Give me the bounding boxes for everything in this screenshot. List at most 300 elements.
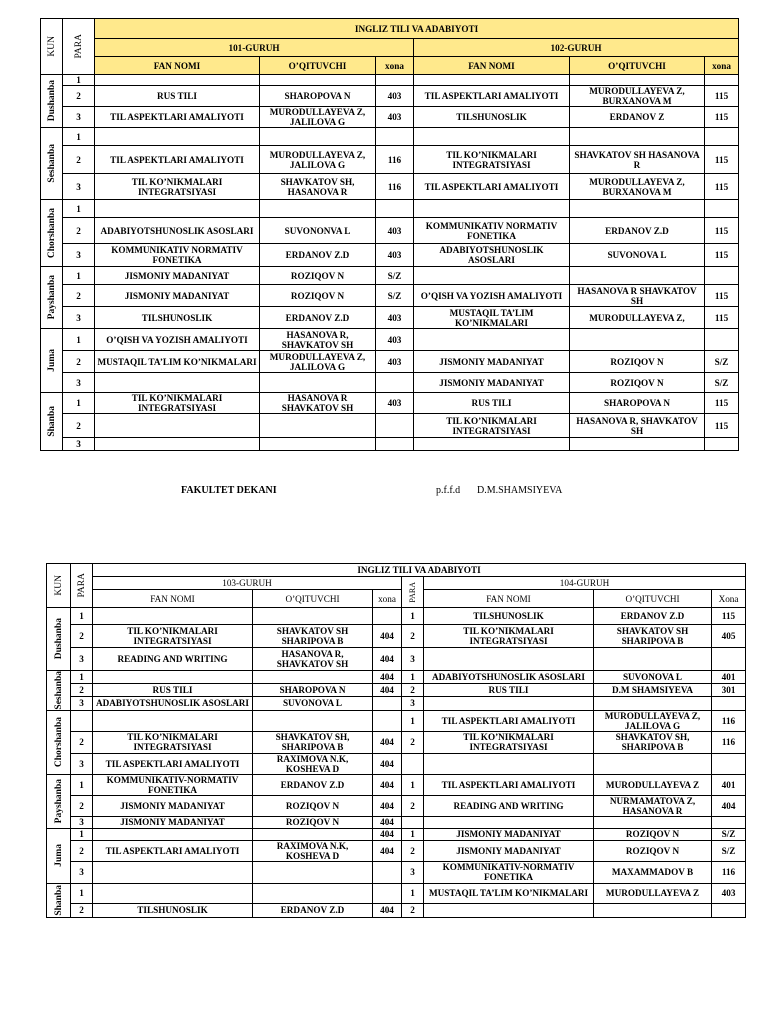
room-cell [373,861,402,883]
day-name: Chorshanba [46,207,57,259]
subject-cell: RUS TILI [95,86,260,107]
subject-cell: TIL ASPEKTLARI AMALIYOTI [93,840,253,861]
room-cell: 403 [376,107,414,128]
subject-cell [95,200,260,218]
schedule-row [41,438,739,451]
subject-cell: TIL ASPEKTLARI AMALIYOTI [424,774,594,795]
para-number: 2 [402,625,424,648]
teacher-cell: SHAVKATOV SH SHARIPOVA B [253,625,373,648]
schedule-row [41,107,739,128]
subject-cell [424,816,594,828]
subject-cell: TIL KO’NIKMALARI INTEGRATSIYASI [95,393,260,414]
teacher-cell: ROZIQOV N [260,267,376,285]
teacher-cell: ERDANOV Z.D [260,244,376,267]
subject-cell [93,861,253,883]
teacher-cell: HASANOVA R, SHAVKATOV SH [570,414,705,438]
subject-cell: TIL ASPEKTLARI AMALIYOTI [95,146,260,174]
room-cell: 404 [373,648,402,671]
para-number: 1 [402,883,424,903]
subject-cell [95,75,260,86]
teacher-cell: ERDANOV Z.D [253,903,373,917]
room-cell: 404 [373,774,402,795]
room-cell: 115 [712,608,746,625]
room-cell: 301 [712,684,746,697]
teacher-cell [260,438,376,451]
subject-cell: RUS TILI [93,684,253,697]
para-number: 1 [63,75,95,86]
subject-cell: MUSTAQIL TA’LIM KO’NIKMALARI [95,351,260,373]
room-cell [376,200,414,218]
room-cell: 403 [376,351,414,373]
room-cell: 401 [712,671,746,684]
schedule-row [47,828,746,840]
para-number: 1 [63,128,95,146]
col-room: Xona [712,590,746,608]
room-cell: 404 [373,828,402,840]
subject-cell: O’QISH VA YOZISH AMALIYOTI [95,329,260,351]
para-header-b: PARA [402,577,424,608]
schedule-row [41,128,739,146]
para-number: 3 [402,648,424,671]
schedule-row [41,307,739,329]
schedule-row [47,625,746,648]
para-number [402,816,424,828]
room-cell: 403 [376,307,414,329]
subject-cell: O’QISH VA YOZISH AMALIYOTI [414,285,570,307]
teacher-cell [594,753,712,774]
day-name: Seshanba [46,144,57,183]
room-cell: 115 [705,174,739,200]
subject-cell: JISMONIY MADANIYAT [414,351,570,373]
schedule-row [41,267,739,285]
para-number: 1 [63,329,95,351]
room-cell: 115 [705,218,739,244]
room-cell [376,128,414,146]
day-label [47,828,71,883]
day-name: Shanba [46,406,57,437]
col-room: xona [373,590,402,608]
teacher-cell: HASANOVA R SHAVKATOV SH [570,285,705,307]
schedule-table-103-104 [46,563,746,918]
room-cell [705,267,739,285]
teacher-cell [260,75,376,86]
teacher-cell: ERDANOV Z.D [253,774,373,795]
teacher-cell: SUVONOVA L [570,244,705,267]
schedule-row [47,731,746,753]
para-number: 1 [63,393,95,414]
para-number: 2 [402,795,424,816]
schedule-row [41,146,739,174]
para-number: 2 [63,285,95,307]
teacher-cell: SHAVKATOV SH SHARIPOVA B [594,625,712,648]
group-101-header: 101-GURUH [95,39,414,57]
room-cell: 115 [705,393,739,414]
room-cell [376,373,414,393]
col-fan-nomi: FAN NOMI [93,590,253,608]
teacher-cell [570,200,705,218]
schedule-row [47,861,746,883]
subject-cell [424,648,594,671]
para-number [402,753,424,774]
teacher-cell [253,710,373,731]
col-teacher: O’QITUVCHI [253,590,373,608]
room-cell: 115 [705,307,739,329]
room-cell: S/Z [376,285,414,307]
col-fan-nomi: FAN NOMI [424,590,594,608]
para-number: 1 [402,671,424,684]
col-fan-nomi: FAN NOMI [95,57,260,75]
subject-cell [93,883,253,903]
para-number: 2 [402,840,424,861]
group-103-header: 103-GURUH [93,577,402,590]
para-number: 3 [63,373,95,393]
day-label [41,128,63,200]
subject-cell: TILSHUNOSLIK [95,307,260,329]
room-cell: 116 [712,731,746,753]
schedule-row [41,218,739,244]
subject-cell: TIL ASPEKTLARI AMALIYOTI [93,753,253,774]
room-cell: 115 [705,86,739,107]
room-cell: S/Z [705,373,739,393]
para-header: PARA [71,564,93,608]
room-cell: 403 [376,218,414,244]
para-number: 2 [63,218,95,244]
subject-cell [414,267,570,285]
para-number: 3 [71,816,93,828]
day-name: Dushanba [46,80,57,122]
schedule-row [47,795,746,816]
day-name: Shanba [53,884,64,916]
teacher-cell: ROZIQOV N [594,840,712,861]
teacher-cell: SHAROPOVA N [570,393,705,414]
schedule-row [41,75,739,86]
room-cell [705,329,739,351]
subject-cell: KOMMUNIKATIV-NORMATIV FONETIKA [93,774,253,795]
para-number: 3 [63,107,95,128]
subject-cell [424,903,594,917]
teacher-cell [253,883,373,903]
room-cell: 404 [373,625,402,648]
schedule-row [47,903,746,917]
teacher-cell [570,75,705,86]
subject-cell: MUSTAQIL TA’LIM KO’NIKMALARI [424,883,594,903]
teacher-cell: ROZIQOV N [570,373,705,393]
room-cell: 116 [376,146,414,174]
subject-cell [93,671,253,684]
subject-cell: TIL KO’NIKMALARI INTEGRATSIYASI [424,731,594,753]
para-number [71,710,93,731]
para-number: 3 [63,438,95,451]
subject-cell: JISMONIY MADANIYAT [95,267,260,285]
subject-cell [93,608,253,625]
para-number: 3 [402,861,424,883]
schedule-row [47,710,746,731]
subject-cell [414,438,570,451]
teacher-cell: SHAVKATOV SH HASANOVA R [570,146,705,174]
para-number: 2 [63,414,95,438]
teacher-cell [260,414,376,438]
day-name: Dushanba [53,618,64,660]
subject-cell: TILSHUNOSLIK [424,608,594,625]
subject-cell: ADABIYOTSHUNOSLIK ASOSLARI [93,697,253,710]
room-cell [373,608,402,625]
day-name: Seshanba [53,671,64,710]
dean-name: D.M.SHAMSIYEVA [477,485,563,496]
teacher-cell [594,816,712,828]
room-cell [712,903,746,917]
room-cell: 403 [712,883,746,903]
schedule-row [41,351,739,373]
subject-cell: TIL ASPEKTLARI AMALIYOTI [95,107,260,128]
group-104-header: 104-GURUH [424,577,746,590]
teacher-cell [570,329,705,351]
teacher-cell: ERDANOV Z.D [260,307,376,329]
subject-cell [414,200,570,218]
teacher-cell: MURODULLAYEVA Z [594,883,712,903]
teacher-cell: SUVONOVA L [594,671,712,684]
subject-cell: ADABIYOTSHUNOSLIK ASOSLARI [414,244,570,267]
teacher-cell [260,200,376,218]
subject-cell: TIL KO’NIKMALARI INTEGRATSIYASI [424,625,594,648]
subject-cell: KOMMUNIKATIV NORMATIV FONETIKA [414,218,570,244]
schedule-row [47,883,746,903]
subject-cell: READING AND WRITING [424,795,594,816]
teacher-cell: HASANOVA R, SHAVKATOV SH [253,648,373,671]
day-label [41,329,63,393]
para-number: 3 [71,648,93,671]
room-cell [705,438,739,451]
subject-cell [95,128,260,146]
para-number: 3 [71,753,93,774]
para-number: 2 [71,903,93,917]
room-cell: 403 [376,244,414,267]
dean-label: FAKULTET DEKANI [181,485,277,496]
room-cell [712,697,746,710]
teacher-cell: ROZIQOV N [260,285,376,307]
teacher-cell: SUVONOVA L [253,697,373,710]
subject-cell: JISMONIY MADANIYAT [424,840,594,861]
teacher-cell: ERDANOV Z.D [570,218,705,244]
room-cell [373,697,402,710]
room-cell: 404 [373,753,402,774]
schedule-row [41,200,739,218]
col-fan-nomi: FAN NOMI [414,57,570,75]
teacher-cell: HASANOVA R, SHAVKATOV SH [260,329,376,351]
schedule-row [47,840,746,861]
schedule-row [47,753,746,774]
room-cell: 115 [705,244,739,267]
room-cell [705,128,739,146]
room-cell: 404 [373,684,402,697]
para-number: 1 [63,200,95,218]
para-number: 3 [63,244,95,267]
schedule-table-101-102 [40,18,739,451]
subject-cell: ADABIYOTSHUNOSLIK ASOSLARI [95,218,260,244]
teacher-cell: ERDANOV Z [570,107,705,128]
schedule-row [47,816,746,828]
teacher-cell: ROZIQOV N [253,795,373,816]
teacher-cell [253,828,373,840]
schedule-row [47,684,746,697]
schedule-row [41,285,739,307]
subject-cell: READING AND WRITING [93,648,253,671]
para-number: 3 [63,174,95,200]
col-room: xona [376,57,414,75]
room-cell: 116 [712,861,746,883]
day-label [47,774,71,828]
schedule-row [41,86,739,107]
subject-cell [414,128,570,146]
para-number: 1 [63,267,95,285]
para-number: 3 [402,697,424,710]
room-cell: 116 [712,710,746,731]
subject-cell: TIL ASPEKTLARI AMALIYOTI [414,174,570,200]
teacher-cell: RAXIMOVA N.K, KOSHEVA D [253,840,373,861]
para-number: 1 [71,828,93,840]
teacher-cell [594,697,712,710]
subject-cell: TILSHUNOSLIK [93,903,253,917]
day-name: Juma [53,844,64,867]
teacher-cell: D.M SHAMSIYEVA [594,684,712,697]
group-102-header: 102-GURUH [414,39,739,57]
subject-cell [95,438,260,451]
teacher-cell: ERDANOV Z.D [594,608,712,625]
para-number: 2 [402,731,424,753]
teacher-cell: HASANOVA R SHAVKATOV SH [260,393,376,414]
schedule-row [47,774,746,795]
teacher-cell: MURODULLAYEVA Z, JALILOVA G [260,351,376,373]
room-cell [373,883,402,903]
room-cell: 404 [712,795,746,816]
teacher-cell: SHAROPOVA N [260,86,376,107]
para-number: 2 [402,684,424,697]
subject-cell: TIL ASPEKTLARI AMALIYOTI [414,86,570,107]
teacher-cell: SHAVKATOV SH, SHARIPOVA B [253,731,373,753]
schedule-row [41,174,739,200]
room-cell: 404 [373,731,402,753]
schedule-row [41,414,739,438]
teacher-cell [594,648,712,671]
room-cell: S/Z [705,351,739,373]
subject-cell: TILSHUNOSLIK [414,107,570,128]
para-number: 2 [402,903,424,917]
teacher-cell: MAXAMMADOV B [594,861,712,883]
schedule-row [41,393,739,414]
teacher-cell: MURODULLAYEVA Z, JALILOVA G [594,710,712,731]
day-label [47,710,71,774]
teacher-cell [253,861,373,883]
room-cell: 115 [705,107,739,128]
para-number: 1 [402,710,424,731]
col-teacher: O’QITUVCHI [570,57,705,75]
teacher-cell: SHAVKATOV SH, HASANOVA R [260,174,376,200]
faculty-title: INGLIZ TILI VA ADABIYOTI [93,564,746,577]
para-number: 2 [71,731,93,753]
day-name: Chorshanba [53,716,64,768]
subject-cell: JISMONIY MADANIYAT [93,816,253,828]
para-number: 1 [71,883,93,903]
subject-cell [95,373,260,393]
room-cell: S/Z [712,828,746,840]
schedule-row [47,671,746,684]
room-cell [705,200,739,218]
schedule-row [47,697,746,710]
para-number: 1 [402,774,424,795]
para-number: 3 [71,697,93,710]
subject-cell: KOMMUNIKATIV-NORMATIV FONETIKA [424,861,594,883]
para-number: 3 [63,307,95,329]
subject-cell: TIL ASPEKTLARI AMALIYOTI [424,710,594,731]
para-number: 1 [402,608,424,625]
day-label [41,75,63,128]
subject-cell: JISMONIY MADANIYAT [424,828,594,840]
schedule-row [47,608,746,625]
room-cell: 116 [376,174,414,200]
subject-cell [414,75,570,86]
day-label [47,883,71,917]
col-room: xona [705,57,739,75]
room-cell: 404 [373,795,402,816]
schedule-body-103-104 [47,564,746,918]
day-name: Juma [46,349,57,372]
para-number: 1 [71,774,93,795]
subject-cell: ADABIYOTSHUNOSLIK ASOSLARI [424,671,594,684]
subject-cell [93,710,253,731]
schedule-row [41,373,739,393]
room-cell [376,414,414,438]
room-cell: 403 [376,393,414,414]
room-cell [376,75,414,86]
col-teacher: O’QITUVCHI [594,590,712,608]
subject-cell: KOMMUNIKATIV NORMATIV FONETIKA [95,244,260,267]
subject-cell: TIL KO’NIKMALARI INTEGRATSIYASI [414,146,570,174]
room-cell: S/Z [376,267,414,285]
teacher-cell: MURODULLAYEVA Z, BURXANOVA M [570,174,705,200]
subject-cell: MUSTAQIL TA’LIM KO’NIKMALARI [414,307,570,329]
room-cell: 115 [705,414,739,438]
subject-cell: TIL KO’NIKMALARI INTEGRATSIYASI [93,625,253,648]
room-cell [712,753,746,774]
teacher-cell: MURODULLAYEVA Z, BURXANOVA M [570,86,705,107]
para-header: PARA [63,19,95,75]
para-number: 1 [402,828,424,840]
subject-cell [95,414,260,438]
subject-cell: TIL KO’NIKMALARI INTEGRATSIYASI [414,414,570,438]
room-cell: 115 [705,285,739,307]
kun-header: KUN [47,564,71,608]
teacher-cell [260,128,376,146]
day-label [47,671,71,711]
room-cell [712,648,746,671]
para-number: 2 [63,351,95,373]
subject-cell: RUS TILI [424,684,594,697]
teacher-cell: MURODULLAYEVA Z, [570,307,705,329]
teacher-cell [253,608,373,625]
subject-cell: RUS TILI [414,393,570,414]
teacher-cell: ROZIQOV N [594,828,712,840]
teacher-cell: NURMAMATOVA Z, HASANOVA R [594,795,712,816]
room-cell [705,75,739,86]
teacher-cell [570,438,705,451]
room-cell: 115 [705,146,739,174]
teacher-cell: ROZIQOV N [253,816,373,828]
col-teacher: O’QITUVCHI [260,57,376,75]
teacher-cell: MURODULLAYEVA Z [594,774,712,795]
subject-cell: JISMONIY MADANIYAT [93,795,253,816]
para-number: 3 [71,861,93,883]
subject-cell: TIL KO’NIKMALARI INTEGRATSIYASI [93,731,253,753]
subject-cell: TIL KO’NIKMALARI INTEGRATSIYASI [95,174,260,200]
